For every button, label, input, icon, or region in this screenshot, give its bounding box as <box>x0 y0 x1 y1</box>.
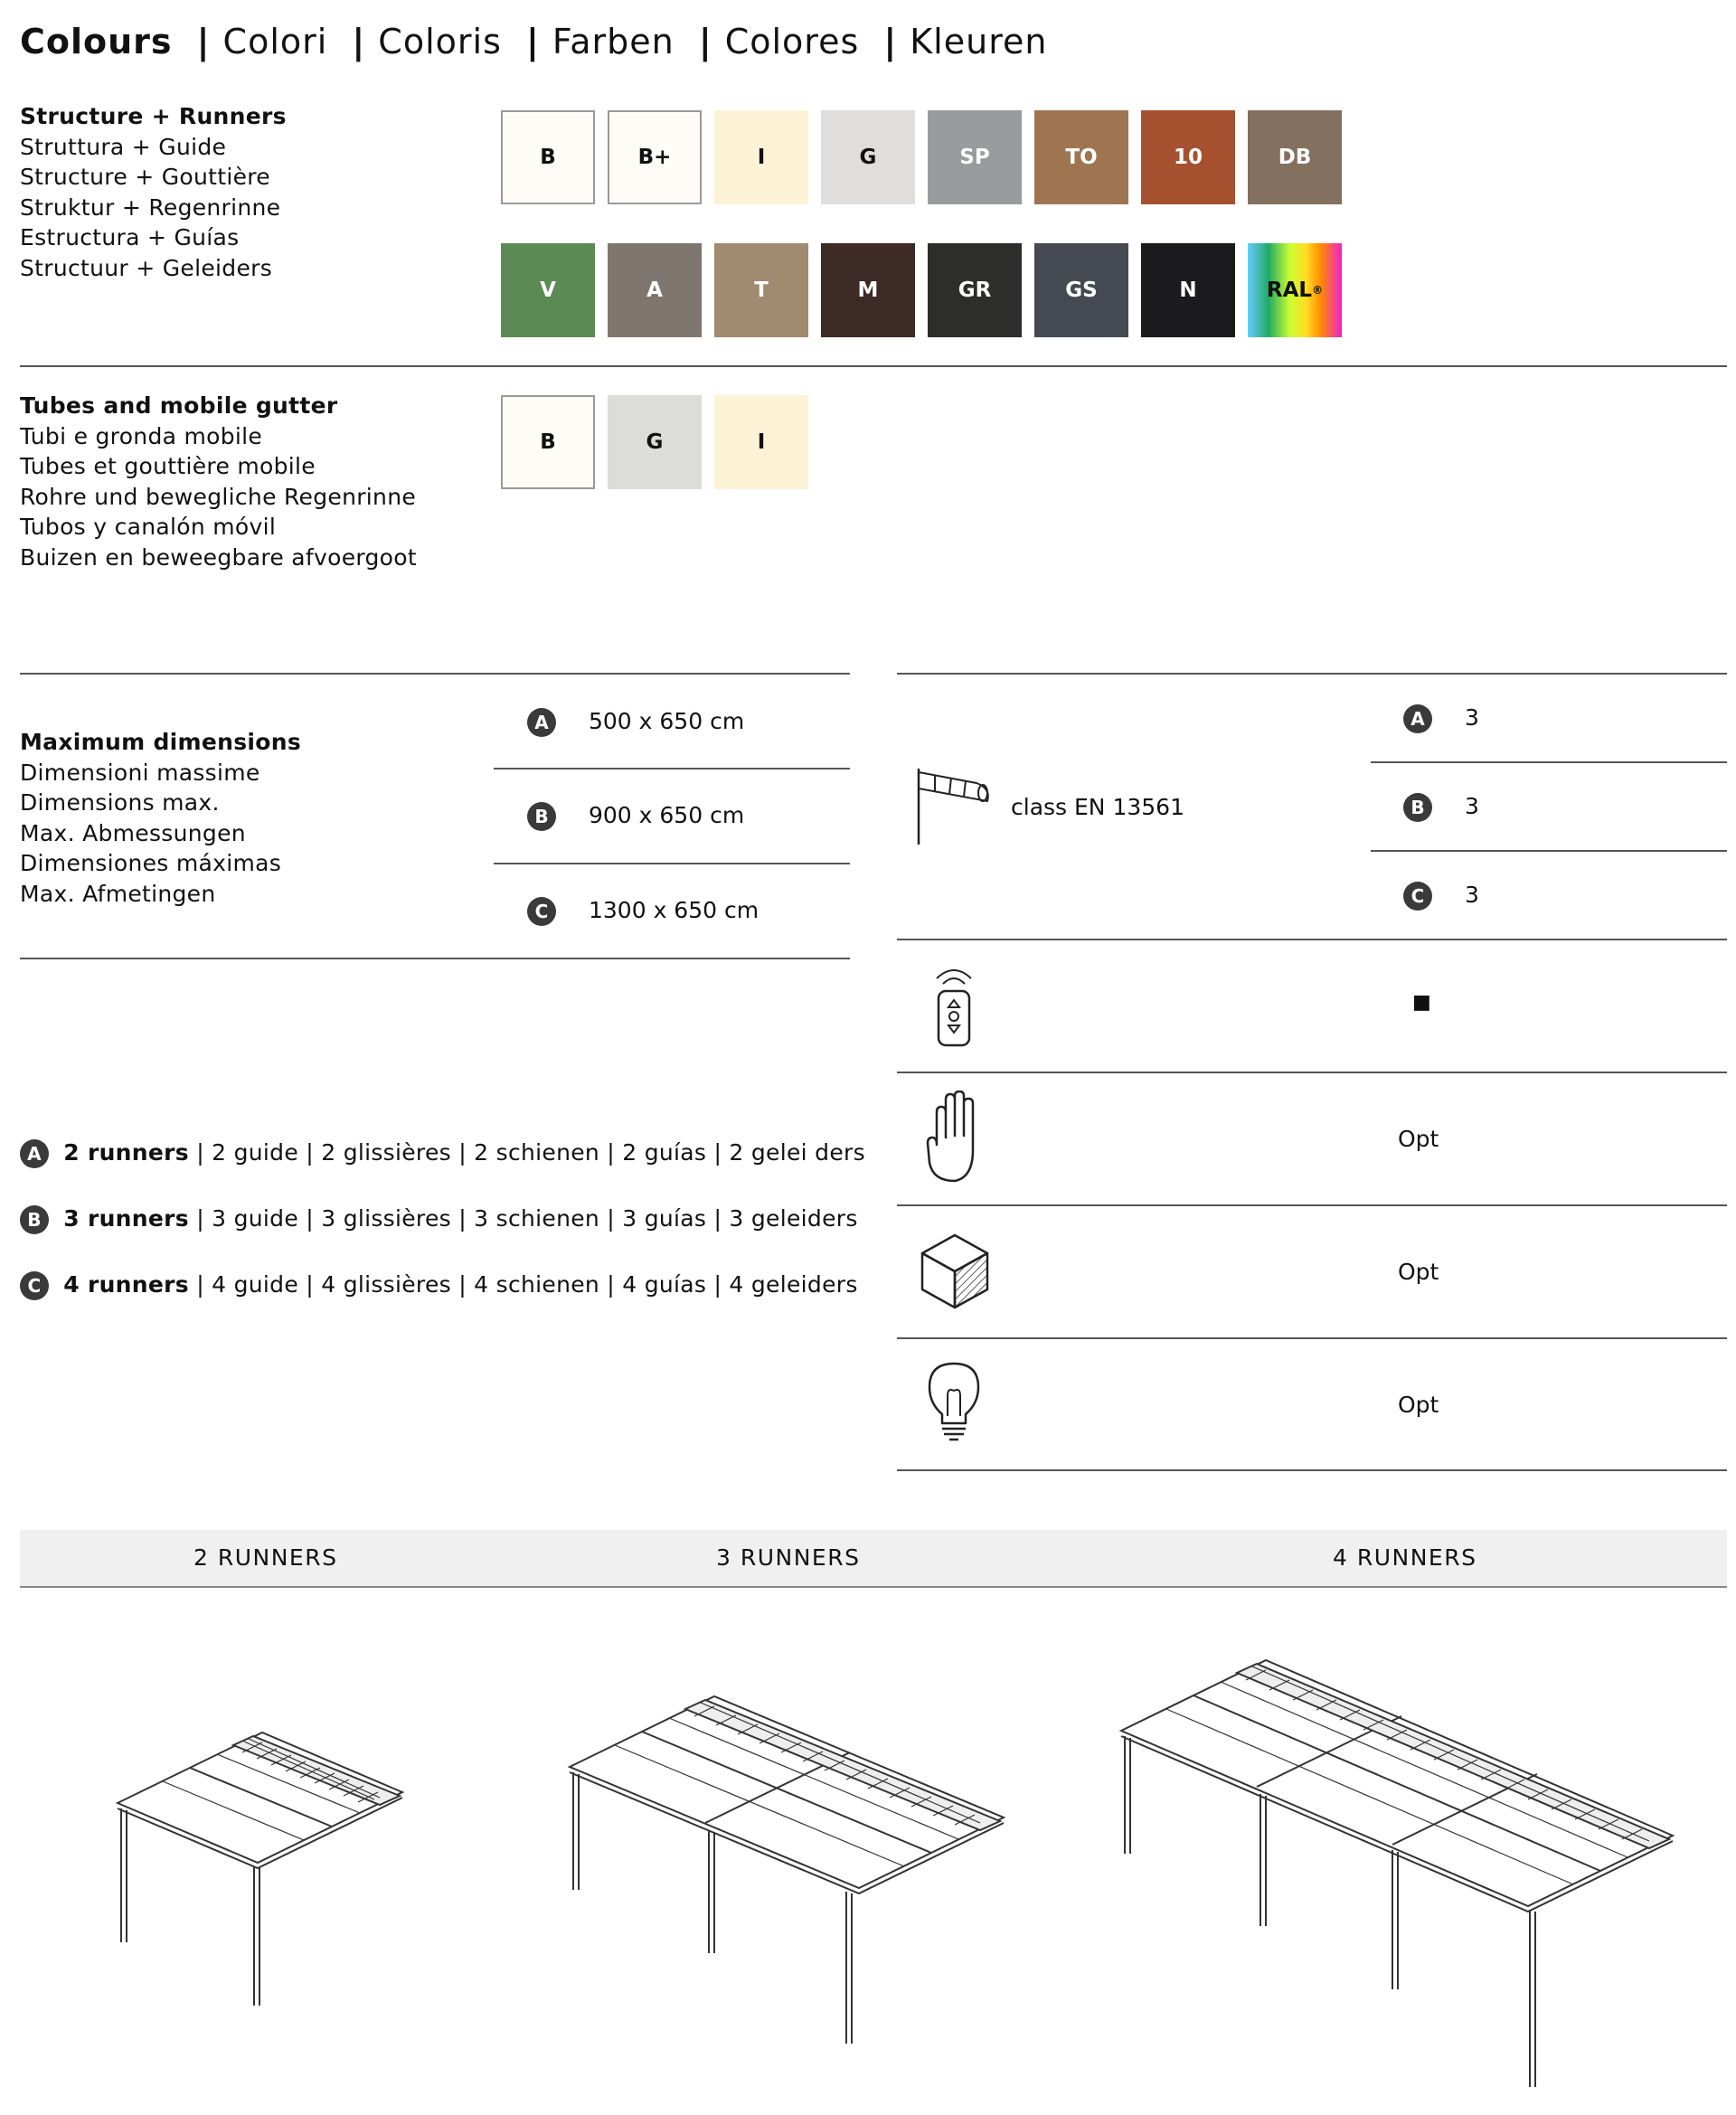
badge-b: B <box>1403 793 1432 822</box>
dimension-value: 500 x 650 cm <box>589 708 745 734</box>
wind-value: 3 <box>1465 704 1479 731</box>
label-line: Tubes and mobile gutter <box>20 392 338 419</box>
divider <box>1371 850 1727 852</box>
dimension-value: 900 x 650 cm <box>589 802 745 828</box>
runner-count: 2 runners <box>63 1139 189 1166</box>
runner-translations: | 2 guide | 2 glissières | 2 schienen | 2 guías | 2 gelei ders <box>196 1139 865 1166</box>
structure-labels <box>20 101 287 283</box>
runner-line-b <box>20 1205 858 1234</box>
windsock-icon <box>915 765 996 848</box>
divider <box>897 1469 1727 1471</box>
runner-line-a <box>20 1139 865 1168</box>
swatch-a: A <box>608 243 702 337</box>
label-line: Max. Abmessungen <box>20 819 246 846</box>
swatch-g: G <box>821 110 915 204</box>
title-kleuren: Kleuren <box>910 22 1048 61</box>
label-line: Struttura + Guide <box>20 133 227 160</box>
label-line: Rohre und bewegliche Regenrinne <box>20 483 417 510</box>
label-line: Dimensioni massime <box>20 759 260 786</box>
badge-c: C <box>1403 882 1432 911</box>
badge-c: C <box>20 1271 49 1300</box>
swatch-ral <box>1248 243 1342 337</box>
divider <box>897 1072 1727 1073</box>
pergola-4-runners-illustration <box>1112 1646 1682 2098</box>
hand-icon <box>924 1091 984 1185</box>
header-4-runners: 4 RUNNERS <box>1333 1544 1477 1571</box>
swatch-gr: GR <box>928 243 1022 337</box>
runner-line-c <box>20 1271 858 1300</box>
divider <box>897 1204 1727 1206</box>
label-line: Dimensiones máximas <box>20 850 282 876</box>
swatch-sp: SP <box>928 110 1022 204</box>
swatch-b: B <box>501 110 595 204</box>
wind-value: 3 <box>1465 793 1479 819</box>
title-colores: Colores <box>724 22 860 61</box>
badge-b: B <box>527 802 556 831</box>
max-dimensions-labels <box>20 727 301 909</box>
divider <box>897 673 1727 675</box>
title-colori: Colori <box>222 22 328 61</box>
swatch-i: I <box>714 395 808 489</box>
manual-option-value: Opt <box>1398 1126 1439 1152</box>
runner-translations: | 3 guide | 3 glissières | 3 schienen | 3 guías | 3 geleiders <box>196 1205 858 1232</box>
label-line: Tubes et gouttière mobile <box>20 453 316 479</box>
label-line: Structuur + Geleiders <box>20 254 273 281</box>
label-line: Max. Afmetingen <box>20 880 216 907</box>
title-separator: | <box>883 22 898 61</box>
label-line: Structure + Gouttière <box>20 164 270 190</box>
header-3-runners: 3 RUNNERS <box>716 1544 861 1571</box>
divider <box>20 958 850 959</box>
badge-b: B <box>20 1205 49 1234</box>
page-title <box>20 22 1047 61</box>
swatch-10: 10 <box>1141 110 1235 204</box>
runner-translations: | 4 guide | 4 glissières | 4 schienen | 4 guías | 4 geleiders <box>196 1271 858 1298</box>
swatch-t: T <box>714 243 808 337</box>
swatch-to: TO <box>1034 110 1128 204</box>
swatch-gs: GS <box>1034 243 1128 337</box>
divider <box>20 365 1727 367</box>
remote-control-icon <box>931 962 976 1051</box>
header-2-runners: 2 RUNNERS <box>193 1544 338 1571</box>
badge-c: C <box>527 897 556 926</box>
runner-count: 3 runners <box>63 1205 189 1232</box>
label-line: Dimensions max. <box>20 789 220 816</box>
remote-value: ■ <box>1412 991 1431 1014</box>
label-line: Structure + Runners <box>20 103 287 129</box>
runner-header-bar <box>20 1530 1727 1588</box>
swatch-db: DB <box>1248 110 1342 204</box>
pergola-2-runners-illustration <box>108 1718 416 2016</box>
divider <box>897 1337 1727 1339</box>
divider <box>494 768 850 770</box>
divider <box>494 863 850 864</box>
swatch-ral-label: RAL <box>1266 279 1313 302</box>
pergola-3-runners-illustration <box>561 1682 1013 2062</box>
title-separator: | <box>196 22 211 61</box>
title-separator: | <box>352 22 366 61</box>
badge-a: A <box>527 708 556 737</box>
dimension-value: 1300 x 650 cm <box>589 897 760 923</box>
swatch-bplus: B+ <box>608 110 702 204</box>
cube-icon <box>917 1230 991 1313</box>
tubes-labels <box>20 391 417 572</box>
wind-value: 3 <box>1465 882 1479 908</box>
title-farben: Farben <box>552 22 675 61</box>
swatch-i: I <box>714 110 808 204</box>
title-separator: | <box>525 22 540 61</box>
divider <box>897 939 1727 940</box>
label-line: Estructura + Guías <box>20 224 240 250</box>
title-separator: | <box>698 22 712 61</box>
badge-a: A <box>20 1139 49 1168</box>
led-option-value: Opt <box>1398 1259 1439 1285</box>
label-line: Buizen en beweegbare afvoergoot <box>20 543 417 571</box>
lighting-option-value: Opt <box>1398 1392 1439 1418</box>
swatch-b: B <box>501 395 595 489</box>
title-colours: Colours <box>20 22 173 61</box>
swatch-m: M <box>821 243 915 337</box>
lightbulb-icon <box>926 1360 982 1445</box>
divider <box>1371 761 1727 763</box>
title-coloris: Coloris <box>378 22 502 61</box>
wind-class-label: class EN 13561 <box>1011 794 1184 820</box>
label-line: Struktur + Regenrinne <box>20 194 281 221</box>
label-line: Tubi e gronda mobile <box>20 422 263 449</box>
swatch-n: N <box>1141 243 1235 337</box>
divider <box>20 673 850 675</box>
swatch-g: G <box>608 395 702 489</box>
badge-a: A <box>1403 704 1432 733</box>
runner-count: 4 runners <box>63 1271 189 1298</box>
label-line: Maximum dimensions <box>20 729 302 755</box>
label-line: Tubos y canalón móvil <box>20 514 277 540</box>
registered-mark: ® <box>1312 284 1324 297</box>
swatch-v: V <box>501 243 595 337</box>
